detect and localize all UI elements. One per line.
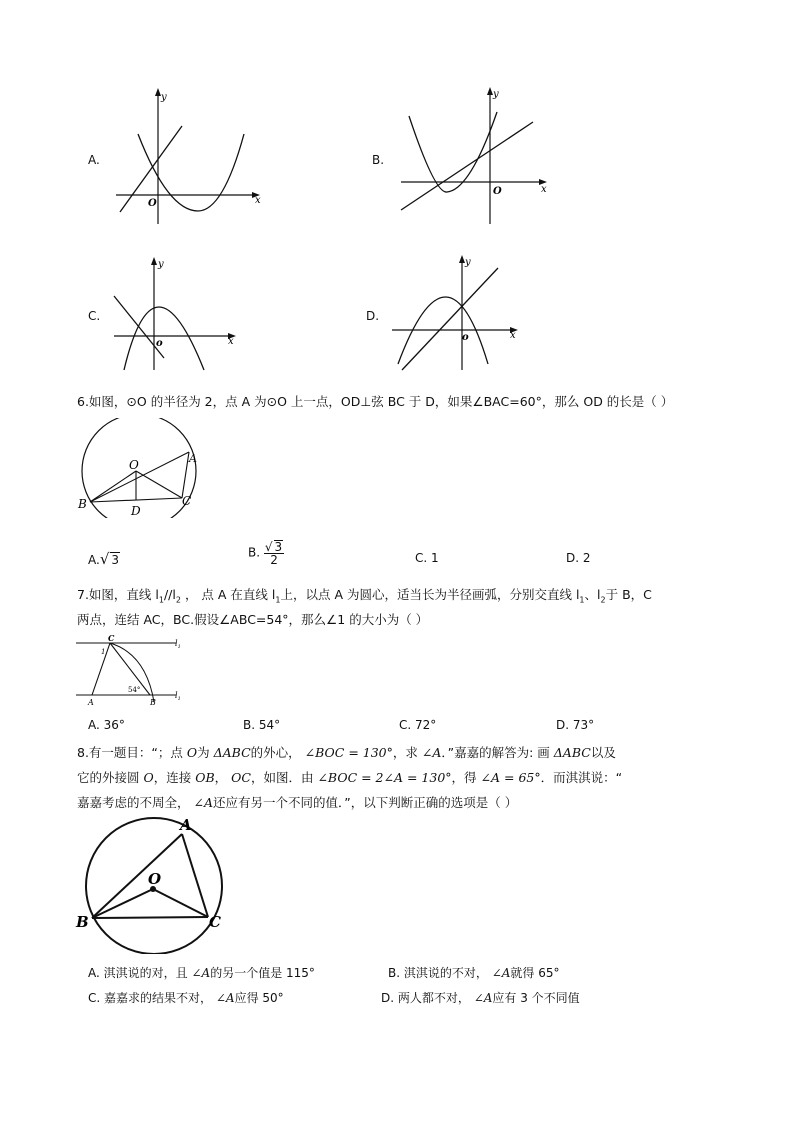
angle-1-label: 1 [101, 648, 106, 656]
y-label: y [465, 257, 471, 268]
point-a-label: A [88, 698, 94, 707]
parabola-graph [124, 307, 204, 370]
q8-text-line3: 嘉嘉考虑的不周全， ∠A还应有另一个不同的值．”，以下判断正确的选项是（ ） [77, 795, 518, 810]
q7-figure [74, 632, 186, 710]
y-label: y [158, 259, 164, 270]
q6-option-b[interactable]: B. $\frac{√ 3}{2}$ [248, 540, 283, 567]
q8-figure [74, 812, 234, 954]
q8-text-line1: 8.有一题目：“；点 O为 ΔABC的外心， ∠BOC = 130°，求 ∠A．”嘉嘉的解答为: 画 ΔABC以及 [77, 745, 616, 760]
line-graph [401, 122, 533, 210]
x-label: x [255, 195, 261, 206]
q7-text-line1: 7.如图，直线 $l_1//l_2$ ， 点 A 在直线 $l_1$上，以点 A 为圆心，适当长为半径画弧，分别交直线 $l_1$、$l_2$于 B，C [77, 587, 652, 605]
q6-figure [74, 418, 208, 518]
q7-option-d[interactable]: D. 73° [556, 718, 595, 732]
point-b-label: B [78, 497, 87, 511]
q8-option-d[interactable]: D. 两人都不对， ∠A应有 3 个不同值 [381, 991, 580, 1005]
option-b-label: B. [372, 153, 385, 167]
q7-option-b[interactable]: B. 54° [243, 718, 281, 732]
segment-bc [92, 917, 208, 918]
q7-option-a[interactable]: A. 36° [88, 718, 125, 732]
segment-ba [90, 452, 189, 502]
x-label: x [510, 330, 516, 341]
graph-a [108, 86, 268, 228]
segment-ac [182, 834, 208, 917]
origin-label: o [462, 332, 469, 343]
segment-ob [92, 889, 153, 918]
option-d-label: D. [366, 309, 380, 323]
x-label: x [541, 184, 547, 195]
segment-oc [136, 471, 182, 498]
point-b-label: B [76, 913, 89, 931]
origin-label: O [493, 186, 502, 197]
option-a-label: A. [88, 153, 100, 167]
point-a-label: A [180, 816, 192, 834]
q6-option-c[interactable]: C. 1 [415, 551, 439, 565]
origin-label: O [148, 198, 157, 209]
q8-text-line2: 它的外接圆 O，连接 OB， OC，如图．由 ∠BOC = 2∠A = 130°，得 ∠A = 65°．而淇淇说：“ [77, 770, 623, 785]
point-c-label: C [209, 913, 221, 931]
point-o-label: O [148, 870, 162, 888]
circle-o [82, 418, 196, 518]
l1-label: $l_1$ [175, 639, 181, 650]
y-arrow-icon [151, 257, 157, 265]
l2-label: $l_1$ [175, 691, 181, 702]
option-c-label: C. [88, 309, 101, 323]
segment-ob [90, 471, 136, 502]
x-label: x [228, 336, 234, 347]
segment-ac [182, 452, 189, 498]
fraction: $\frac{√ 3}{2}$ [264, 540, 283, 567]
angle-54-label: 54° [128, 686, 141, 694]
q7-text-line2: 两点，连结 AC，BC.假设∠ABC=54°，那么∠1 的大小为（ ） [77, 612, 429, 627]
q6-option-a[interactable]: A.√ 3 [88, 550, 120, 568]
q8-option-a[interactable]: A. 淇淇说的对，且 ∠A的另一个值是 115° [88, 966, 315, 980]
point-b-label: B [150, 698, 156, 707]
y-label: y [161, 92, 167, 103]
graph-c [108, 254, 248, 374]
parabola-graph [409, 112, 497, 192]
point-a-label: A [189, 452, 197, 465]
point-c-label: C [182, 494, 192, 508]
radicand: 3 [111, 553, 120, 567]
graph-d [390, 250, 530, 374]
point-d-label: D [131, 504, 141, 518]
line-graph [402, 268, 498, 370]
graph-b [395, 82, 555, 228]
segment-ba [92, 834, 182, 918]
q6-option-d[interactable]: D. 2 [566, 551, 591, 565]
q6-text: 6.如图，⊙O 的半径为 2，点 A 为⊙O 上一点，OD⊥弦 BC 于 D，如果∠BAC=60°，那么 OD 的长是（ ） [77, 394, 674, 409]
q8-option-c[interactable]: C. 嘉嘉求的结果不对， ∠A应得 50° [88, 991, 284, 1005]
y-label: y [493, 89, 499, 100]
q8-option-b[interactable]: B. 淇淇说的不对， ∠A就得 65° [388, 966, 560, 980]
origin-label: o [156, 338, 163, 349]
q7-option-c[interactable]: C. 72° [399, 718, 437, 732]
point-o-label: O [129, 458, 139, 472]
point-c-label: C [108, 633, 115, 643]
